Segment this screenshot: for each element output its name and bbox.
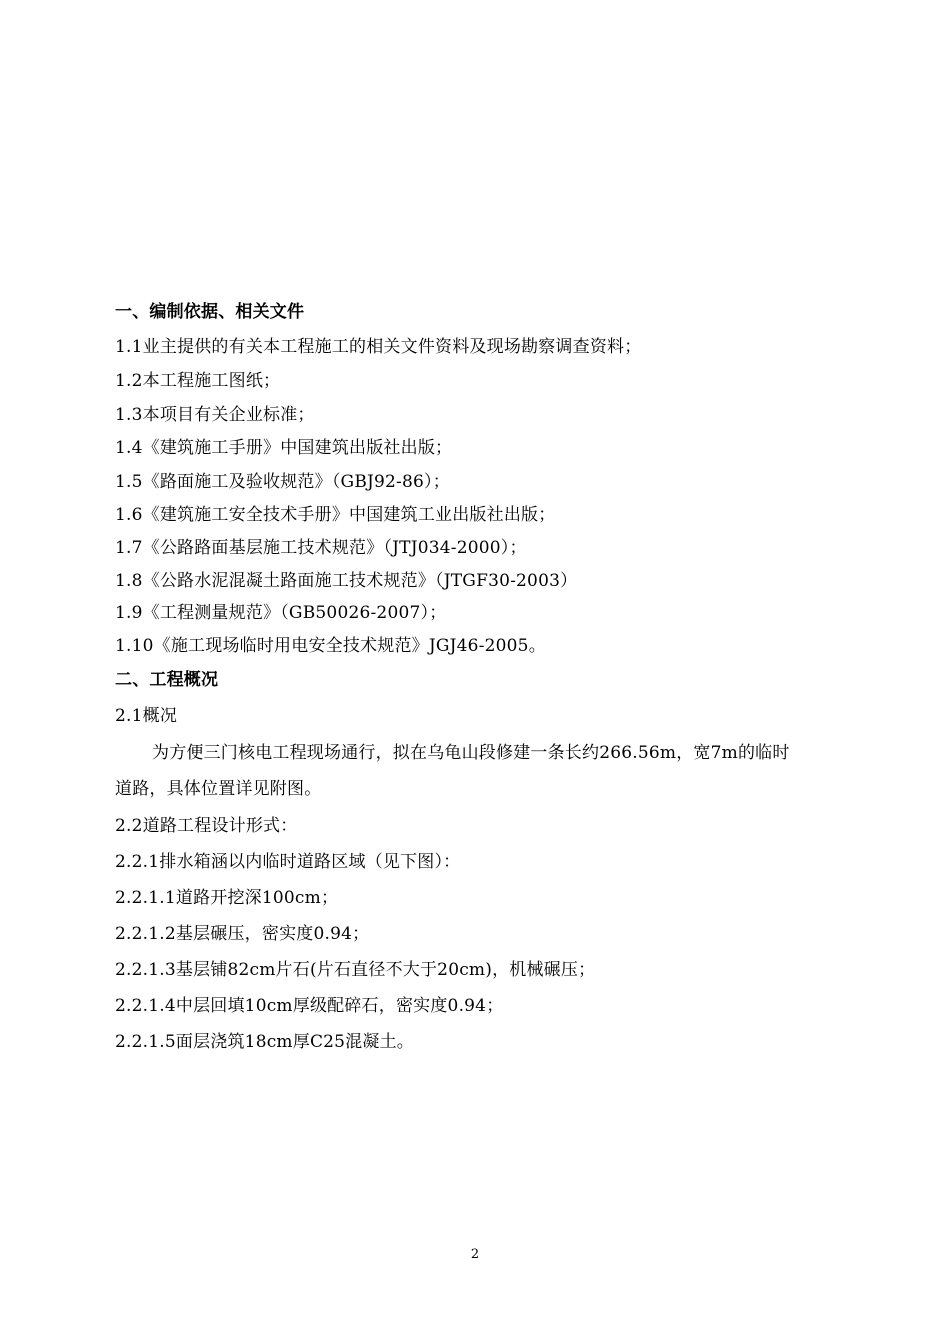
- design-detail-item: 2.2.1.5面层浇筑18cm厚C25混凝土。: [115, 1032, 414, 1052]
- section2-heading: 二、工程概况: [115, 670, 219, 690]
- design-detail-item: 2.2.1.4中层回填10cm厚级配碎石，密实度0.94；: [115, 996, 504, 1016]
- reference-item: 1.3本项目有关企业标准；: [115, 405, 315, 425]
- page-number: 2: [470, 1247, 480, 1262]
- design-detail-item: 2.2.1.2基层碾压，密实度0.94；: [115, 924, 370, 944]
- reference-item: 1.8《公路水泥混凝土路面施工技术规范》（JTGF30-2003）: [115, 571, 578, 591]
- reference-item: 1.6《建筑施工安全技术手册》中国建筑工业出版社出版；: [115, 505, 556, 525]
- overview-paragraph-line: 道路，具体位置详见附图。: [115, 779, 322, 799]
- subsection-title: 2.2道路工程设计形式：: [115, 816, 298, 836]
- reference-item: 1.2本工程施工图纸；: [115, 371, 281, 391]
- design-detail-item: 2.2.1.3基层铺82cm片石(片石直径不大于20cm)，机械碾压；: [115, 960, 596, 980]
- reference-item: 1.1业主提供的有关本工程施工的相关文件资料及现场勘察调查资料；: [115, 337, 642, 357]
- design-detail-item: 2.2.1.1道路开挖深100cm；: [115, 888, 339, 908]
- reference-item: 1.10《施工现场临时用电安全技术规范》JGJ46-2005。: [115, 636, 546, 656]
- section1-heading: 一、编制依据、相关文件: [115, 302, 305, 322]
- subsection-title: 2.2.1排水箱涵以内临时道路区域（见下图）：: [115, 852, 461, 872]
- reference-item: 1.5《路面施工及验收规范》（GBJ92-86）；: [115, 472, 450, 492]
- reference-item: 1.9《工程测量规范》（GB50026-2007）；: [115, 603, 447, 623]
- subsection-title: 2.1概况: [115, 706, 178, 726]
- reference-item: 1.4《建筑施工手册》中国建筑出版社出版；: [115, 438, 453, 458]
- overview-paragraph-line: 为方便三门核电工程现场通行，拟在乌龟山段修建一条长约266.56m，宽7m的临时: [152, 743, 790, 763]
- reference-item: 1.7《公路路面基层施工技术规范》（JTJ034-2000）；: [115, 538, 527, 558]
